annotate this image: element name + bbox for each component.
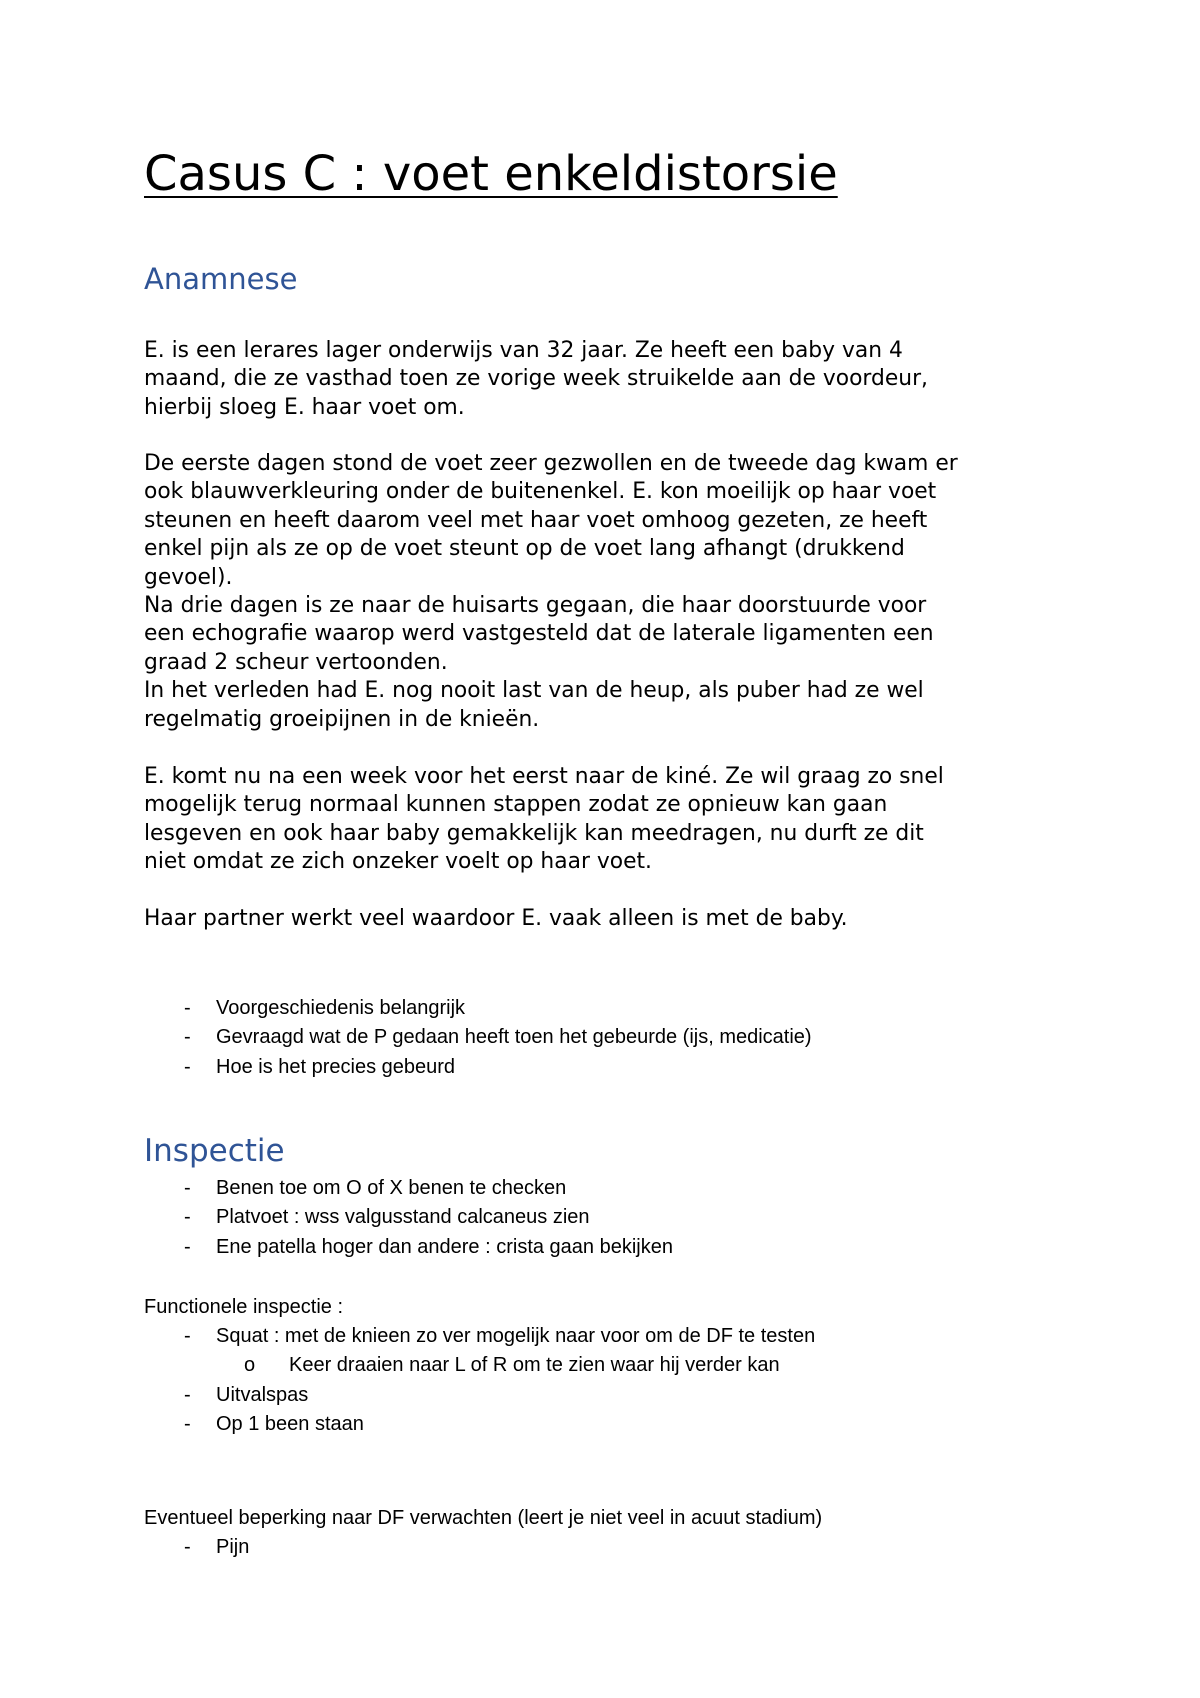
circle-bullet: o [244, 1354, 256, 1377]
dash-bullet: - [184, 1325, 191, 1347]
list-item-text: Uitvalspas [216, 1383, 309, 1406]
anamnese-paragraph: E. komt nu na een week voor het eerst naar de kiné. Ze wil graag zo snel mogelijk terug normaal kunnen stappen zodat ze opnieuw kan gaan lesgeven en ook haar baby gemakkelijk kan meedragen, nu durft ze dit niet omdat ze zich onzeker voelt op haar voet. [144, 764, 944, 875]
functionele-inspectie-label: Functionele inspectie : [144, 1296, 344, 1318]
dash-bullet: - [184, 1055, 191, 1078]
list-item [0, 1023, 812, 1052]
section-heading-anamnese: Anamnese [144, 262, 298, 296]
list-item-text: Op 1 been staan [216, 1412, 364, 1435]
functionele-inspectie-list [0, 1322, 815, 1439]
beperking-label: Eventueel beperking naar DF verwachten (leert je niet veel in acuut stadium) [144, 1507, 823, 1529]
dash-bullet: - [184, 1177, 191, 1199]
list-item-text: Ene patella hoger dan andere : crista gaan bekijken [216, 1235, 673, 1258]
anamnese-paragraph: Haar partner werkt veel waardoor E. vaak alleen is met de baby. [144, 906, 848, 931]
inspectie-list [0, 1174, 673, 1262]
list-item [0, 1533, 249, 1562]
section-heading-inspectie: Inspectie [144, 1133, 285, 1169]
list-item [0, 1410, 815, 1439]
dash-bullet: - [184, 997, 191, 1019]
list-item-text: Benen toe om O of X benen te checken [216, 1177, 567, 1199]
list-item [0, 1174, 673, 1203]
list-item-text: Hoe is het precies gebeurd [216, 1055, 456, 1078]
dash-bullet: - [184, 1412, 191, 1435]
sub-list-item [0, 1351, 815, 1380]
anamnese-paragraph: E. is een lerares lager onderwijs van 32 jaar. Ze heeft een baby van 4 maand, die ze vasthad toen ze vorige week struikelde aan de voordeur, hierbij sloeg E. haar voet om. [144, 338, 928, 420]
dash-bullet: - [184, 1536, 191, 1558]
list-item [0, 994, 812, 1023]
list-item-text: Pijn [216, 1536, 250, 1558]
page-title: Casus C : voet enkeldistorsie [144, 146, 838, 202]
list-item-text: Platvoet : wss valgusstand calcaneus zien [216, 1206, 590, 1229]
dash-bullet: - [184, 1383, 191, 1406]
dash-bullet: - [184, 1026, 191, 1049]
list-item [0, 1233, 673, 1262]
list-item [0, 1053, 812, 1082]
anamnese-notes-list [0, 994, 812, 1082]
list-item-text: Gevraagd wat de P gedaan heeft toen het gebeurde (ijs, medicatie) [216, 1026, 812, 1049]
list-item [0, 1203, 673, 1232]
dash-bullet: - [184, 1206, 191, 1229]
list-item [0, 1322, 815, 1351]
list-item-text: Squat : met de knieen zo ver mogelijk naar voor om de DF te testen [216, 1325, 816, 1347]
list-item-text: Voorgeschiedenis belangrijk [216, 997, 466, 1019]
beperking-list [0, 1533, 249, 1562]
list-item-text: Keer draaien naar L of R om te zien waar hij verder kan [289, 1354, 780, 1377]
dash-bullet: - [184, 1235, 191, 1258]
list-item [0, 1381, 815, 1410]
anamnese-paragraph: De eerste dagen stond de voet zeer gezwollen en de tweede dag kwam er ook blauwverkleuring onder de buitenenkel. E. kon moeilijk op haar voet steunen en heeft daarom veel met haar voet omhoog gezeten, ze heeft enkel pijn als ze op de voet steunt op de voet lang afhangt (drukkend gevoel). Na drie dagen is ze naar de huisarts gegaan, die haar doorstuurde voor een echografie waarop werd vastgesteld dat de laterale ligamenten een graad 2 scheur vertoonden. In het verleden had E. nog nooit last van de heup, als puber had ze wel regelmatig groeipijnen in de knieën. [144, 451, 958, 732]
